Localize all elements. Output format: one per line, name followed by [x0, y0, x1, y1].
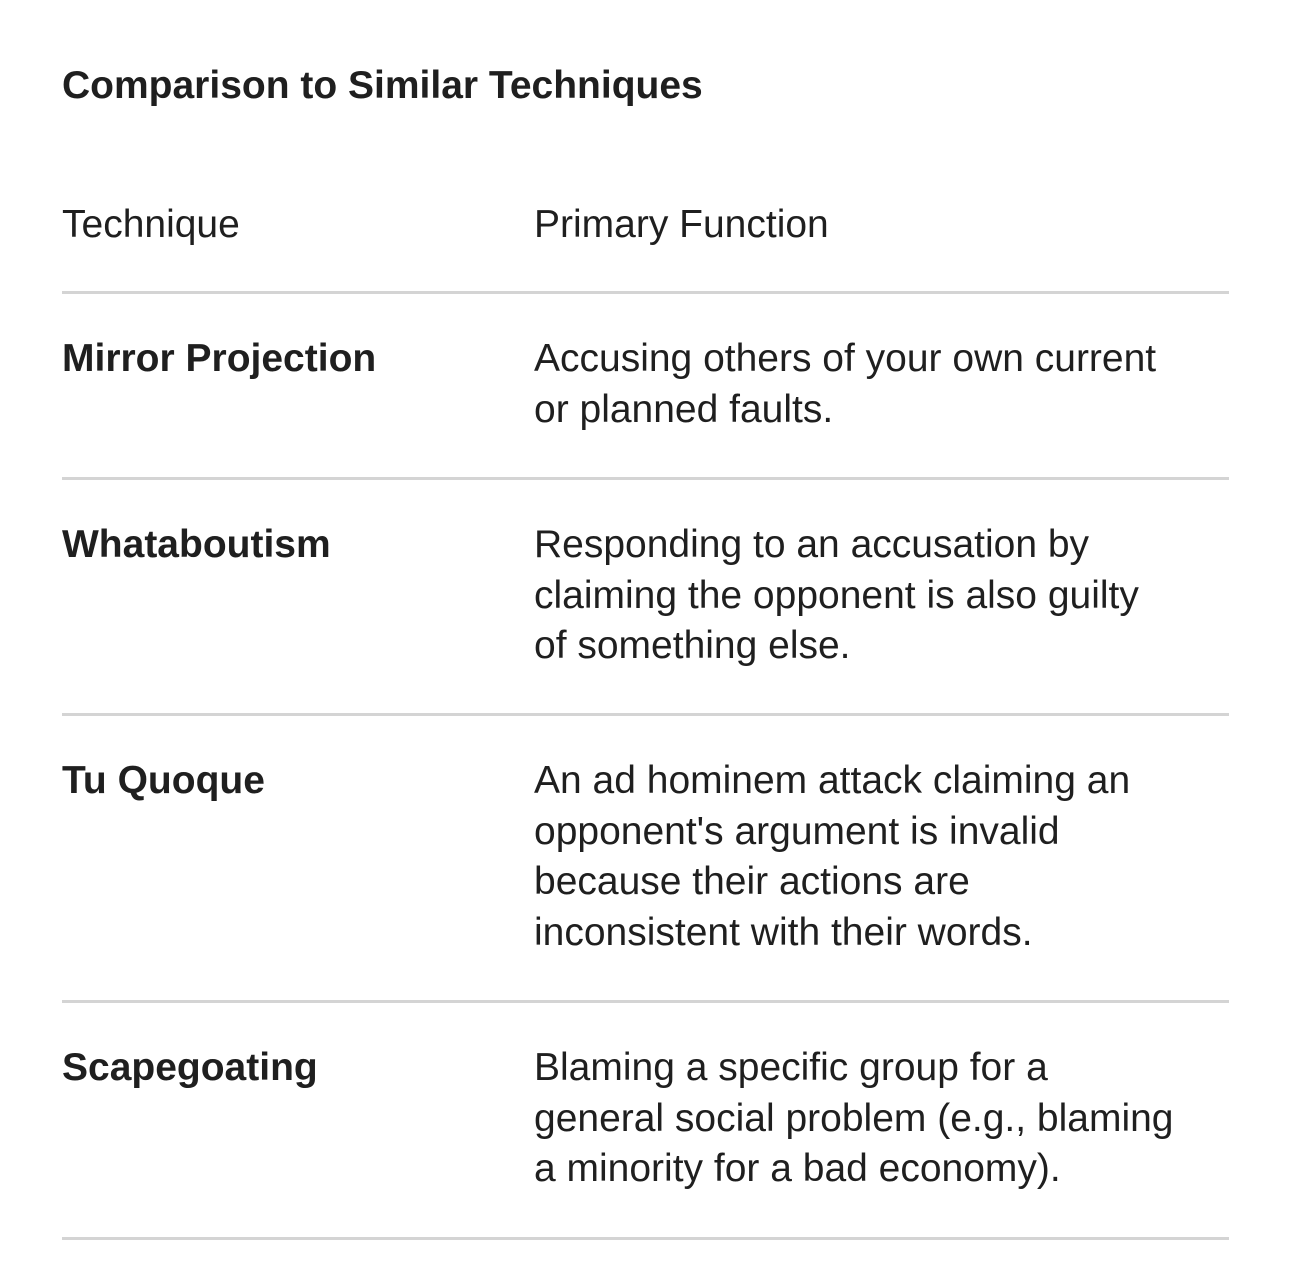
header-technique: Technique — [62, 203, 240, 246]
technique-cell: Whataboutism — [62, 523, 331, 566]
function-cell: An ad hominem attack claiming an opponent's argument is invalid because their actions are inconsistent with their words. — [534, 759, 1131, 954]
technique-cell: Mirror Projection — [62, 337, 377, 380]
function-cell: Accusing others of your own current or planned faults. — [534, 337, 1157, 431]
section-title: Comparison to Similar Techniques — [62, 64, 703, 107]
function-cell: Responding to an accusation by claiming the opponent is also guilty of something else. — [534, 523, 1139, 667]
technique-cell: Tu Quoque — [62, 759, 265, 802]
technique-cell: Scapegoating — [62, 1046, 318, 1089]
header-primary-function: Primary Function — [534, 203, 829, 246]
comparison-table — [62, 195, 1229, 1240]
table-row — [62, 716, 1229, 1003]
function-cell: Blaming a specific group for a general social problem (e.g., blaming a minority for a bad economy). — [534, 1046, 1174, 1190]
table-row — [62, 294, 1229, 480]
table-header-row — [62, 195, 1229, 294]
table-row — [62, 1003, 1229, 1240]
table-row — [62, 480, 1229, 716]
